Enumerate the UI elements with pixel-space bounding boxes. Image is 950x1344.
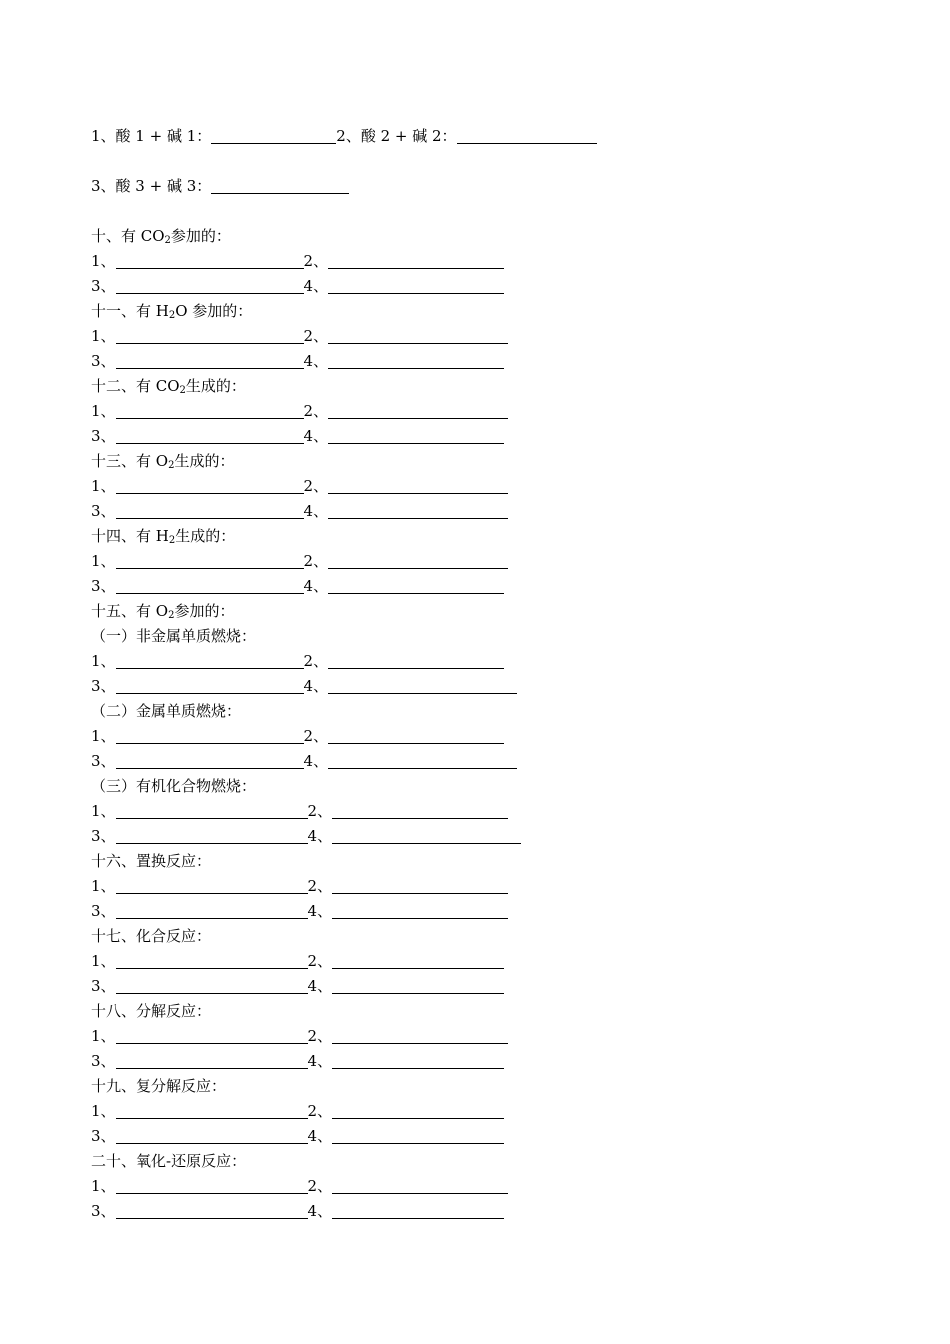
answer-blank[interactable] <box>116 1103 308 1119</box>
item-number: 3、 <box>91 577 116 595</box>
heading-text: 参加的： <box>174 602 235 620</box>
answer-blank[interactable] <box>328 753 517 769</box>
item-number: 4、 <box>303 677 329 695</box>
answer-blank[interactable] <box>116 428 304 444</box>
heading-text: 十六、置换反应： <box>91 852 212 870</box>
item-number: 2、 <box>303 477 329 495</box>
item-number: 2、 <box>303 552 329 570</box>
answer-row <box>91 350 504 372</box>
item-number: 4、 <box>303 352 329 370</box>
answer-row <box>91 1125 504 1147</box>
answer-row <box>91 875 508 897</box>
answer-blank[interactable] <box>328 403 508 419</box>
item-number: 2、 <box>307 1027 333 1045</box>
answer-row <box>91 900 508 922</box>
item-number: 3、 <box>91 1127 116 1145</box>
section-heading-13 <box>91 450 234 472</box>
item-number: 3、 <box>91 902 116 920</box>
heading-text: O 参加的： <box>175 302 253 320</box>
item-number: 3、 <box>91 1202 116 1220</box>
answer-blank[interactable] <box>457 128 597 144</box>
item-number: 3、 <box>91 277 116 295</box>
item-number: 2、 <box>307 877 333 895</box>
subscript: 2 <box>168 310 176 321</box>
item-number: 2、 <box>303 252 329 270</box>
item-number: 1、 <box>91 1027 116 1045</box>
section-heading-18 <box>91 1000 211 1022</box>
item-number: 3、 <box>91 1052 116 1070</box>
answer-blank[interactable] <box>116 828 308 844</box>
heading-text: 生成的： <box>175 527 236 545</box>
answer-blank[interactable] <box>332 1128 504 1144</box>
answer-blank[interactable] <box>328 503 508 519</box>
item-number: 3、 <box>91 502 116 520</box>
subscript: 2 <box>168 535 176 546</box>
item-number: 1、 <box>91 802 116 820</box>
subscript: 2 <box>179 385 186 396</box>
item-number: 2、 <box>303 727 329 745</box>
answer-blank[interactable] <box>116 328 304 344</box>
answer-row <box>91 1100 504 1122</box>
answer-blank[interactable] <box>116 253 304 269</box>
answer-row <box>91 725 504 747</box>
answer-blank[interactable] <box>332 903 508 919</box>
item-number: 4、 <box>303 277 329 295</box>
answer-blank[interactable] <box>116 953 308 969</box>
answer-blank[interactable] <box>116 803 308 819</box>
answer-blank[interactable] <box>328 278 504 294</box>
item-number: 1、 <box>91 727 116 745</box>
item-number: 2、 <box>303 327 329 345</box>
item-number: 3、 <box>91 752 116 770</box>
answer-row <box>91 650 504 672</box>
answer-blank[interactable] <box>328 428 504 444</box>
heading-text: 参加的： <box>170 227 231 245</box>
answer-blank[interactable] <box>332 1178 508 1194</box>
item-number: 2、 <box>307 952 333 970</box>
item-number: 4、 <box>303 427 329 445</box>
item-number: 3、 <box>91 827 116 845</box>
section-heading-19 <box>91 1075 226 1097</box>
answer-row <box>91 425 504 447</box>
answer-blank[interactable] <box>211 178 349 194</box>
heading-text: （三）有机化合物燃烧： <box>91 777 257 795</box>
answer-row <box>91 1025 508 1047</box>
answer-blank[interactable] <box>116 278 304 294</box>
item-number: 3、 <box>91 427 116 445</box>
answer-row <box>91 825 521 847</box>
answer-blank[interactable] <box>332 828 521 844</box>
answer-blank[interactable] <box>332 978 504 994</box>
section-heading-14 <box>91 525 235 547</box>
answer-blank[interactable] <box>328 653 504 669</box>
item-number: 1、 <box>91 552 116 570</box>
acid-base-row-2 <box>91 175 349 197</box>
answer-blank[interactable] <box>332 803 508 819</box>
answer-blank[interactable] <box>116 753 304 769</box>
item-number: 1、 <box>91 1177 116 1195</box>
answer-row <box>91 1175 508 1197</box>
subsection-heading <box>91 625 256 647</box>
answer-blank[interactable] <box>332 1203 504 1219</box>
item-number: 1、 <box>91 252 116 270</box>
acid-base-label-2: 2、酸 2 + 碱 2： <box>336 127 457 145</box>
acid-base-row-1 <box>91 125 597 147</box>
section-heading-20 <box>91 1150 246 1172</box>
answer-row <box>91 675 517 697</box>
answer-row <box>91 1050 504 1072</box>
subscript: 2 <box>168 460 175 471</box>
heading-text: 十七、化合反应： <box>91 927 212 945</box>
item-number: 2、 <box>307 1177 333 1195</box>
heading-text: 生成的： <box>185 377 246 395</box>
acid-base-label-1: 1、酸 1 + 碱 1： <box>91 127 212 145</box>
item-number: 4、 <box>307 977 333 995</box>
answer-blank[interactable] <box>332 1053 504 1069</box>
item-number: 1、 <box>91 952 116 970</box>
answer-blank[interactable] <box>116 553 304 569</box>
answer-blank[interactable] <box>116 678 304 694</box>
answer-row <box>91 800 508 822</box>
answer-blank[interactable] <box>328 553 508 569</box>
item-number: 1、 <box>91 402 116 420</box>
subsection-heading <box>91 775 256 797</box>
answer-blank[interactable] <box>116 728 304 744</box>
item-number: 4、 <box>303 502 329 520</box>
answer-row <box>91 500 508 522</box>
answer-blank[interactable] <box>116 1053 308 1069</box>
item-number: 1、 <box>91 1102 116 1120</box>
heading-text: （一）非金属单质燃烧： <box>91 627 257 645</box>
answer-blank[interactable] <box>332 1103 504 1119</box>
answer-row <box>91 575 504 597</box>
section-heading-15 <box>91 600 234 622</box>
answer-blank[interactable] <box>332 1028 508 1044</box>
answer-blank[interactable] <box>116 653 304 669</box>
heading-text: （二）金属单质燃烧： <box>91 702 242 720</box>
item-number: 4、 <box>307 902 333 920</box>
item-number: 4、 <box>307 1052 333 1070</box>
answer-blank[interactable] <box>116 1203 308 1219</box>
item-number: 4、 <box>307 827 333 845</box>
answer-blank[interactable] <box>116 403 304 419</box>
acid-base-label-3: 3、酸 3 + 碱 3： <box>91 177 212 195</box>
answer-blank[interactable] <box>116 1128 308 1144</box>
answer-blank[interactable] <box>328 578 504 594</box>
heading-text: 十四、有 H <box>91 527 169 545</box>
answer-blank[interactable] <box>116 503 304 519</box>
section-heading-10 <box>91 225 231 247</box>
item-number: 4、 <box>307 1127 333 1145</box>
answer-blank[interactable] <box>116 1028 308 1044</box>
answer-blank[interactable] <box>332 953 504 969</box>
answer-blank[interactable] <box>116 353 304 369</box>
answer-row <box>91 975 504 997</box>
answer-blank[interactable] <box>211 128 336 144</box>
heading-text: 十一、有 H <box>91 302 169 320</box>
answer-row <box>91 275 504 297</box>
answer-row <box>91 550 508 572</box>
item-number: 2、 <box>307 1102 333 1120</box>
answer-blank[interactable] <box>328 253 504 269</box>
answer-row <box>91 325 508 347</box>
item-number: 4、 <box>303 577 329 595</box>
answer-row <box>91 950 504 972</box>
answer-blank[interactable] <box>328 728 504 744</box>
heading-text: 十五、有 O <box>91 602 169 620</box>
section-heading-17 <box>91 925 211 947</box>
section-heading-11 <box>91 300 252 322</box>
answer-blank[interactable] <box>116 878 308 894</box>
answer-blank[interactable] <box>328 353 504 369</box>
answer-blank[interactable] <box>116 903 308 919</box>
heading-text: 十八、分解反应： <box>91 1002 212 1020</box>
answer-row <box>91 250 504 272</box>
subsection-heading <box>91 700 241 722</box>
item-number: 3、 <box>91 677 116 695</box>
answer-row <box>91 750 517 772</box>
heading-text: 十、有 CO <box>91 227 165 245</box>
answer-blank[interactable] <box>116 1178 308 1194</box>
answer-blank[interactable] <box>328 478 508 494</box>
subscript: 2 <box>168 610 175 621</box>
item-number: 1、 <box>91 327 116 345</box>
heading-text: 十二、有 CO <box>91 377 180 395</box>
answer-blank[interactable] <box>116 978 308 994</box>
answer-row <box>91 475 508 497</box>
item-number: 4、 <box>303 752 329 770</box>
answer-blank[interactable] <box>116 478 304 494</box>
section-heading-16 <box>91 850 211 872</box>
item-number: 3、 <box>91 352 116 370</box>
item-number: 4、 <box>307 1202 333 1220</box>
heading-text: 十三、有 O <box>91 452 169 470</box>
item-number: 2、 <box>307 802 333 820</box>
answer-row <box>91 1200 504 1222</box>
item-number: 1、 <box>91 877 116 895</box>
item-number: 2、 <box>303 652 329 670</box>
heading-text: 二十、氧化-还原反应： <box>91 1152 247 1170</box>
heading-text: 生成的： <box>174 452 235 470</box>
answer-blank[interactable] <box>116 578 304 594</box>
item-number: 1、 <box>91 652 116 670</box>
answer-blank[interactable] <box>332 878 508 894</box>
answer-blank[interactable] <box>328 328 508 344</box>
answer-blank[interactable] <box>328 678 517 694</box>
item-number: 1、 <box>91 477 116 495</box>
section-heading-12 <box>91 375 246 397</box>
item-number: 3、 <box>91 977 116 995</box>
heading-text: 十九、复分解反应： <box>91 1077 227 1095</box>
answer-row <box>91 400 508 422</box>
item-number: 2、 <box>303 402 329 420</box>
subscript: 2 <box>164 235 171 246</box>
